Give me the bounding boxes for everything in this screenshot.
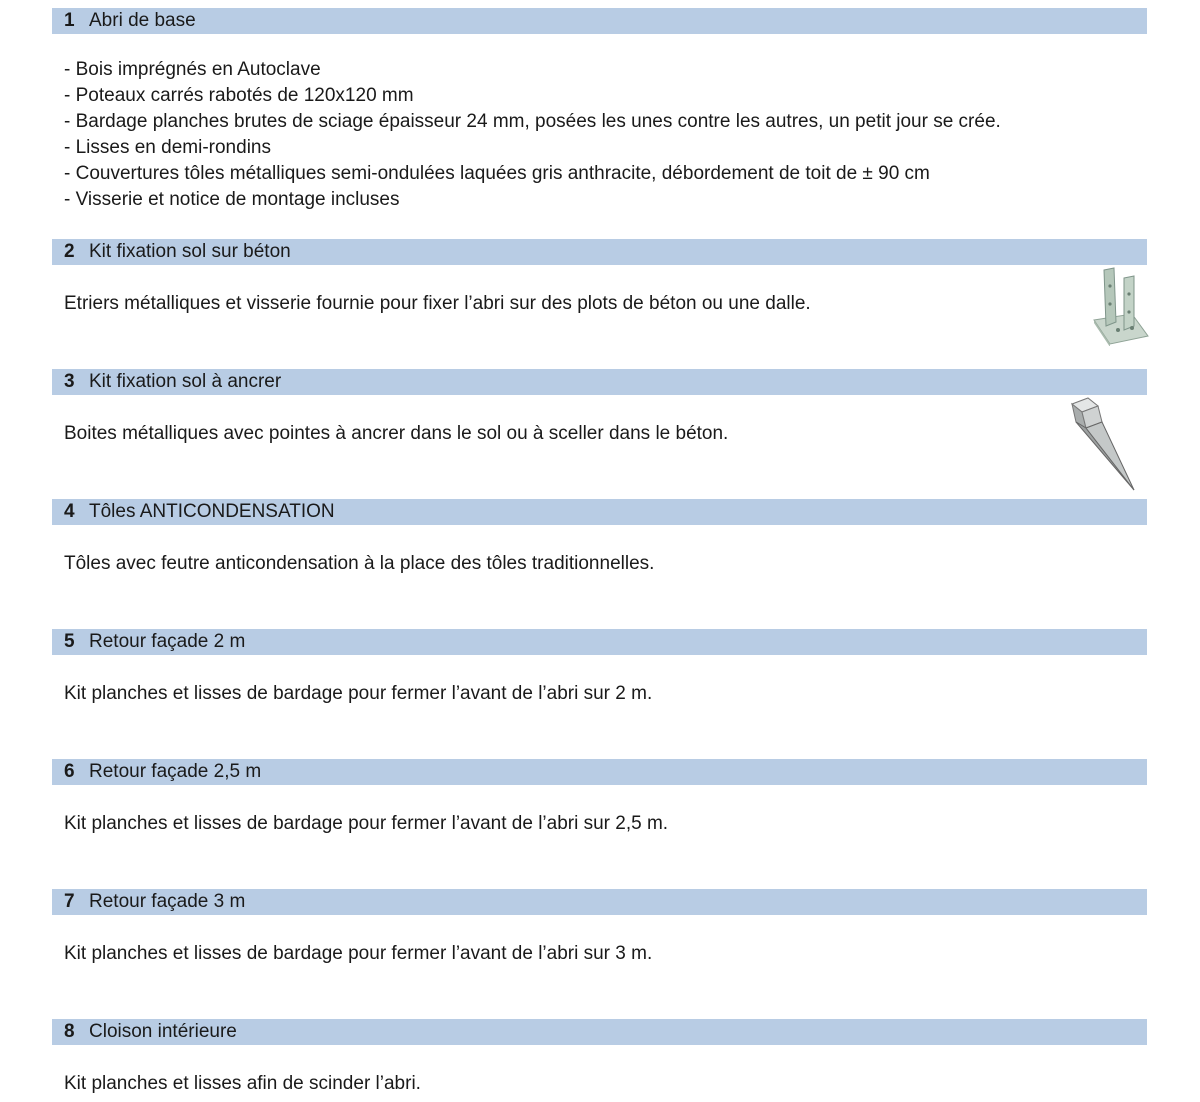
section-number: 7 — [64, 891, 75, 912]
section-number: 2 — [64, 241, 75, 262]
description-text: Tôles avec feutre anticondensation à la place des tôles traditionnelles. — [64, 553, 655, 574]
section-title: Retour façade 2,5 m — [89, 761, 262, 782]
section-header — [52, 239, 1147, 265]
section-body — [64, 421, 728, 447]
section-number: 5 — [64, 631, 75, 652]
section-title: Cloison intérieure — [89, 1021, 237, 1042]
section-header — [52, 1019, 1147, 1045]
section-body — [64, 57, 1001, 213]
section-kit-fixation-ancrer — [52, 369, 1147, 444]
section-title: Kit fixation sol à ancrer — [89, 371, 282, 392]
section-body — [64, 941, 652, 967]
section-title: Retour façade 3 m — [89, 891, 246, 912]
section-body — [64, 811, 668, 837]
section-title: Tôles ANTICONDENSATION — [89, 501, 335, 522]
description-text: Kit planches et lisses de bardage pour fermer l’avant de l’abri sur 2,5 m. — [64, 813, 669, 834]
ground-spike-icon — [1062, 394, 1142, 492]
feature-line: - Visserie et notice de montage incluses — [64, 189, 400, 210]
feature-line: - Bardage planches brutes de sciage épaisseur 24 mm, posées les unes contre les autres, un petit jour se crée. — [64, 111, 1001, 132]
description-text: Kit planches et lisses afin de scinder l’abri. — [64, 1073, 421, 1094]
section-header — [52, 499, 1147, 525]
section-header — [52, 8, 1147, 34]
description-text: Kit planches et lisses de bardage pour fermer l’avant de l’abri sur 3 m. — [64, 943, 653, 964]
section-body — [64, 291, 811, 317]
section-cloison-interieure — [52, 1019, 1147, 1094]
section-title: Abri de base — [89, 10, 196, 31]
section-number: 4 — [64, 501, 75, 522]
description-text: Boites métalliques avec pointes à ancrer dans le sol ou à sceller dans le béton. — [64, 423, 729, 444]
section-title: Retour façade 2 m — [89, 631, 246, 652]
section-number: 8 — [64, 1021, 75, 1042]
section-kit-fixation-beton — [52, 239, 1147, 314]
section-number: 1 — [64, 10, 75, 31]
feature-line: - Couvertures tôles métalliques semi-ondulées laquées gris anthracite, débordement de toit de ± 90 cm — [64, 163, 930, 184]
feature-line: - Bois imprégnés en Autoclave — [64, 59, 321, 80]
section-number: 6 — [64, 761, 75, 782]
section-body — [64, 681, 652, 707]
section-body — [64, 551, 654, 577]
section-retour-facade-3m — [52, 889, 1147, 964]
section-header — [52, 629, 1147, 655]
section-retour-facade-2-5m — [52, 759, 1147, 834]
feature-line: - Poteaux carrés rabotés de 120x120 mm — [64, 85, 414, 106]
section-header — [52, 369, 1147, 395]
section-body — [64, 1071, 421, 1097]
section-abri-de-base — [52, 8, 1147, 210]
description-text: Etriers métalliques et visserie fournie pour fixer l’abri sur des plots de béton ou une dalle. — [64, 293, 811, 314]
u-bracket-icon — [1088, 264, 1152, 346]
section-number: 3 — [64, 371, 75, 392]
section-toles-anticondensation — [52, 499, 1147, 574]
section-title: Kit fixation sol sur béton — [89, 241, 291, 262]
feature-line: - Lisses en demi-rondins — [64, 137, 271, 158]
section-retour-facade-2m — [52, 629, 1147, 704]
section-header — [52, 759, 1147, 785]
description-text: Kit planches et lisses de bardage pour fermer l’avant de l’abri sur 2 m. — [64, 683, 653, 704]
section-header — [52, 889, 1147, 915]
